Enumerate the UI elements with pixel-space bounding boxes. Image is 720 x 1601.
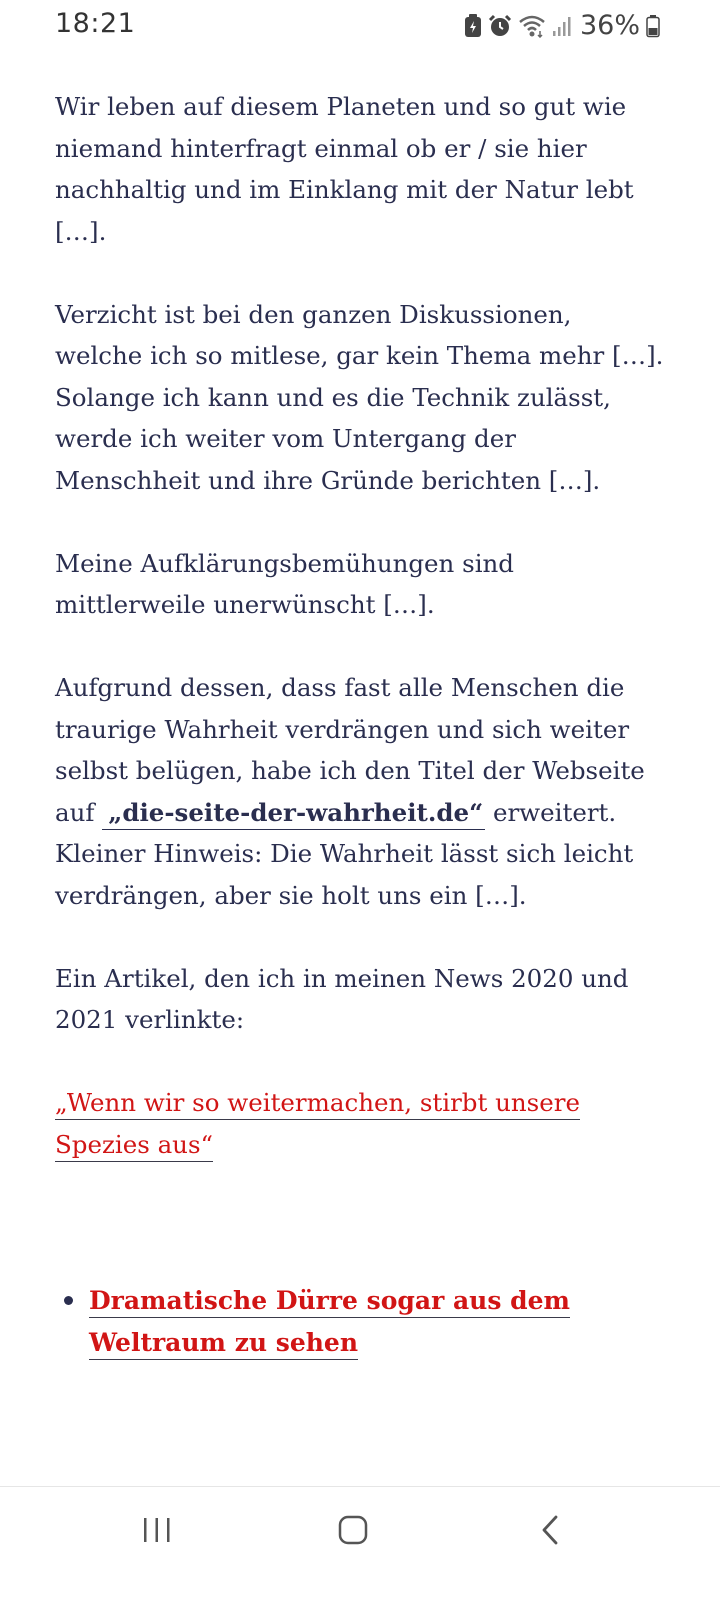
related-links-list	[55, 1280, 675, 1363]
quote-paragraph	[55, 1082, 665, 1165]
paragraph-4	[55, 667, 665, 916]
wifi-icon	[518, 14, 546, 38]
navigation-bar	[0, 1486, 720, 1601]
back-button[interactable]	[515, 1507, 585, 1557]
list-item	[55, 1280, 675, 1363]
battery-saver-icon	[464, 14, 482, 38]
article-quote-link[interactable]: „Wenn wir so weitermachen, stirbt unsere Spezies aus“	[55, 1088, 580, 1162]
article-body	[55, 86, 665, 1165]
home-icon	[338, 1515, 368, 1549]
paragraph-4-text-after: erweitert. Kleiner Hinweis: Die Wahrheit lässt sich leicht verdrängen, aber sie holt uns ein […].	[55, 797, 634, 910]
drought-article-link[interactable]: Dramatische Dürre sogar aus dem Weltraum zu sehen	[89, 1286, 570, 1360]
paragraph-4-text-before: Aufgrund dessen, dass fast alle Menschen die traurige Wahrheit verdrängen und sich weiter selbst belügen, habe ich den Titel der Webseite auf	[55, 673, 645, 827]
paragraph-1: Wir leben auf diesem Planeten und so gut wie niemand hinterfragt einmal ob er / sie hier nachhaltig und im Einklang mit der Natur lebt […].	[55, 92, 634, 246]
signal-icon	[552, 15, 572, 37]
recent-apps-button[interactable]	[122, 1507, 192, 1557]
status-bar	[0, 0, 720, 52]
website-title-link[interactable]: „die-seite-der-wahrheit.de“	[102, 798, 485, 830]
status-icons	[464, 10, 660, 41]
bullet-icon	[64, 1296, 73, 1305]
paragraph-5: Ein Artikel, den ich in meinen News 2020 und 2021 verlinkte:	[55, 963, 629, 1034]
battery-icon	[646, 14, 660, 38]
alarm-icon	[488, 14, 512, 38]
status-time: 18:21	[55, 8, 136, 39]
paragraph-3: Meine Aufklärungsbemühungen sind mittlerweile unerwünscht […].	[55, 548, 514, 619]
paragraph-2: Verzicht ist bei den ganzen Diskussionen, welche ich so mitlese, gar kein Thema mehr […]. Solange ich kann und es die Technik zulässt, werde ich weiter vom Untergang der Menschheit und ihre Gründe berichten […].	[55, 299, 664, 495]
battery-percent: 36%	[579, 10, 640, 41]
back-icon	[539, 1514, 561, 1550]
recent-apps-icon	[142, 1516, 172, 1548]
home-button[interactable]	[318, 1507, 388, 1557]
